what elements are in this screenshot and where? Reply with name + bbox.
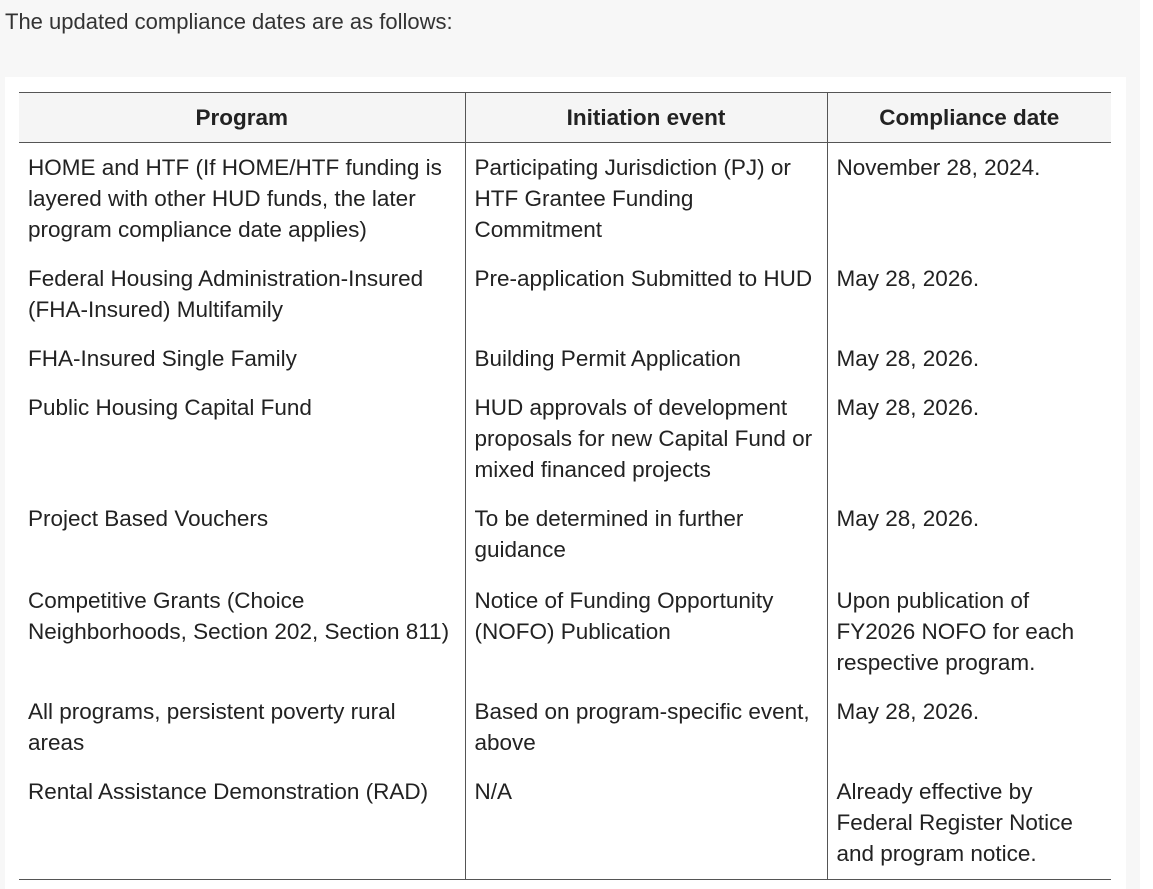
cell-compliance-date: May 28, 2026. xyxy=(827,334,1111,383)
header-initiation-event: Initiation event xyxy=(465,93,827,143)
cell-compliance-date: May 28, 2026. xyxy=(827,254,1111,334)
cell-program: FHA-Insured Single Family xyxy=(28,346,297,371)
table-row xyxy=(19,574,1111,687)
table-row xyxy=(19,143,1111,255)
cell-compliance-date: Upon publication of FY2026 NOFO for each respective program. xyxy=(827,574,1111,687)
cell-compliance-date: May 28, 2026. xyxy=(827,687,1111,767)
table-row xyxy=(19,767,1111,880)
header-compliance-date: Compliance date xyxy=(827,93,1111,143)
cell-compliance-date: May 28, 2026. xyxy=(827,383,1111,494)
cell-program: Competitive Grants (Choice Neighborhoods, Section 202, Section 811) xyxy=(28,588,450,644)
cell-initiation-event: To be determined in further guidance xyxy=(465,494,827,574)
cell-initiation-event: N/A xyxy=(465,767,827,880)
cell-program: HOME and HTF (If HOME/HTF funding is layered with other HUD funds, the later program compliance date applies) xyxy=(28,155,442,242)
cell-compliance-date: November 28, 2024. xyxy=(827,143,1111,255)
cell-program: Project Based Vouchers xyxy=(28,506,269,531)
cell-program: Public Housing Capital Fund xyxy=(28,395,312,420)
cell-initiation-event: Notice of Funding Opportunity (NOFO) Publication xyxy=(465,574,827,687)
intro-text: The updated compliance dates are as follows: xyxy=(5,9,453,34)
table-row xyxy=(19,334,1111,383)
table-row xyxy=(19,687,1111,767)
header-row xyxy=(19,93,1111,143)
table-row xyxy=(19,383,1111,494)
compliance-dates-table xyxy=(19,92,1111,880)
cell-compliance-date: May 28, 2026. xyxy=(827,494,1111,574)
table-container xyxy=(5,77,1126,889)
cell-initiation-event: Pre-application Submitted to HUD xyxy=(465,254,827,334)
cell-program: All programs, persistent poverty rural areas xyxy=(28,699,396,755)
table-row xyxy=(19,494,1111,574)
table-row xyxy=(19,254,1111,334)
cell-initiation-event: Participating Jurisdiction (PJ) or HTF Grantee Funding Commitment xyxy=(465,143,827,255)
table-header xyxy=(19,93,1111,143)
cell-compliance-date: Already effective by Federal Register Notice and program notice. xyxy=(827,767,1111,880)
cell-initiation-event: Based on program-specific event, above xyxy=(465,687,827,767)
cell-program: Rental Assistance Demonstration (RAD) xyxy=(19,767,465,880)
table-body xyxy=(19,143,1111,880)
header-program: Program xyxy=(19,93,465,143)
cell-program: Federal Housing Administration-Insured (FHA-Insured) Multifamily xyxy=(28,266,424,322)
cell-initiation-event: HUD approvals of development proposals for new Capital Fund or mixed financed projects xyxy=(465,383,827,494)
cell-initiation-event: Building Permit Application xyxy=(465,334,827,383)
